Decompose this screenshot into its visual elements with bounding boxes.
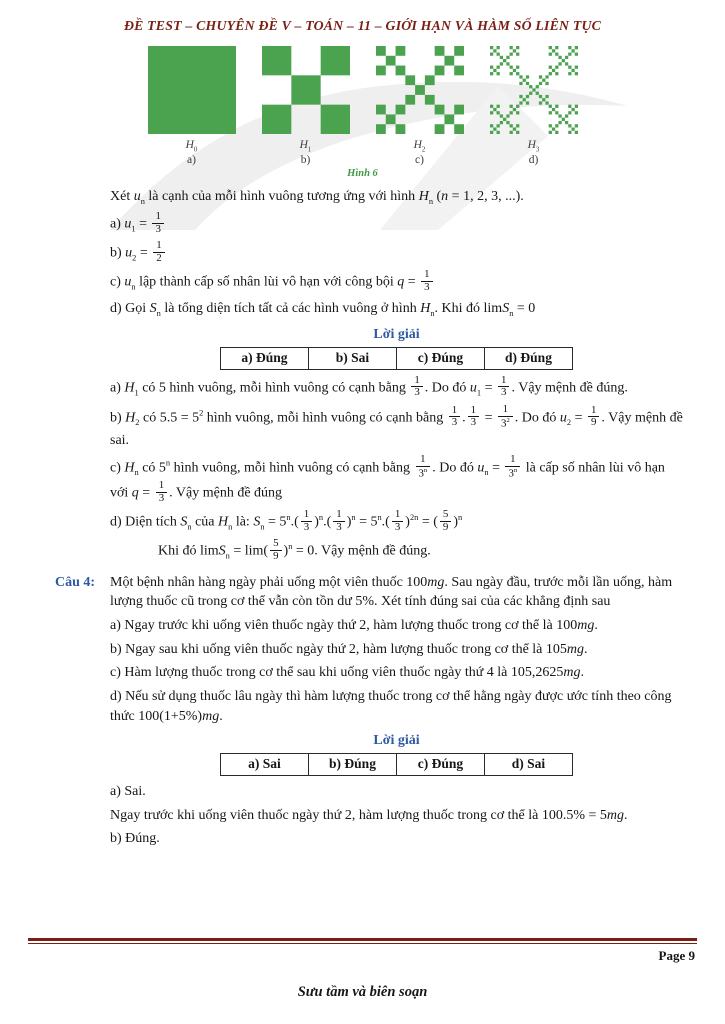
paragraph: b) Đúng. <box>110 831 160 847</box>
paragraph: b) $u_2$ = $\frac{1}{2}$ <box>110 241 683 266</box>
fraction: $\frac{1}{3}$ <box>392 509 403 534</box>
figure-letter: b) <box>300 154 311 167</box>
figure-label: $H_3$ <box>527 139 540 154</box>
figure-item <box>260 46 352 166</box>
figure-label: $H_2$ <box>413 139 426 154</box>
paragraph: c) Hàm lượng thuốc trong cơ thể sau khi uống viên thuốc ngày thứ 4 là 105,2625mg. <box>110 665 585 681</box>
answer-cell: a) Sai <box>221 754 309 776</box>
paragraph: d) Gọi $S_n$ là tổng diện tích tất cả các hình vuông ở hình $H_n$. Khi đó limS$_n$ = 0 <box>110 301 536 319</box>
paragraph: a) $H_1$ có 5 hình vuông, mỗi hình vuông có cạnh bằng $\frac{1}{3}$ . Do đó $u_1$ = $\frac{1}{3}$ . Vậy mệnh đề đúng. <box>110 373 628 399</box>
answer-cell: b) Đúng <box>309 754 397 776</box>
fraction: $\frac{1}{3}$ <box>411 375 422 400</box>
fraction: $\frac{1}{3}$ <box>301 509 312 534</box>
fraction: $\frac{1}{3}$ <box>333 509 344 534</box>
figure-label: $H_1$ <box>299 139 312 154</box>
fraction: $\frac{1}{3^n}$ <box>505 454 520 480</box>
fraction: $\frac{1}{3}$ <box>498 375 509 400</box>
fraction: $\frac{5}{9}$ <box>270 538 281 563</box>
fractal-square-h0 <box>148 46 236 134</box>
fraction: $\frac{1}{3}$ <box>421 269 432 294</box>
paragraph: a) Sai. <box>110 783 146 799</box>
solution-heading: Lời giải <box>373 326 420 342</box>
paragraph: d) Nếu sử dụng thuốc lâu ngày thì hàm lượng thuốc trong cơ thể hằng ngày được ước tính theo công thức 100(1+5%)mg. <box>110 689 672 724</box>
figure-item <box>146 46 238 166</box>
figure <box>0 46 725 179</box>
answer-cell: d) Đúng <box>485 348 573 370</box>
question-number: Câu 4: <box>55 574 96 590</box>
fractal-square-h2 <box>376 46 464 134</box>
figure-letter: a) <box>187 154 196 167</box>
fractal-square-h1 <box>262 46 350 134</box>
paragraph: b) Ngay sau khi uống viên thuốc ngày thứ 2, hàm lượng thuốc trong cơ thể là 105mg. <box>110 641 588 657</box>
figure-caption: Hình 6 <box>347 168 378 180</box>
paragraph: a) $u_1$ = $\frac{1}{3}$ <box>110 212 683 237</box>
paragraph: Khi đó limS$_n$ = lim( $\frac{5}{9}$ )$^n$ = 0. Vậy mệnh đề đúng. <box>158 537 431 562</box>
page-number: Page 9 <box>658 948 695 963</box>
fraction: $\frac{1}{2}$ <box>153 240 164 265</box>
figure-row <box>0 46 725 166</box>
answer-table <box>220 753 573 776</box>
page-header: ĐỀ TEST – CHUYÊN ĐỀ V – TOÁN – 11 – GIỚI HẠN VÀ HÀM SỐ LIÊN TỤC <box>123 18 602 33</box>
question-body: Một bệnh nhân hàng ngày phải uống một viên thuốc 100mg. Sau ngày đầu, trước mỗi lần uống, hàm lượng thuốc cũ trong cơ thể vẫn còn tồn dư 5%. Xét tính đúng sai của các khẳng định sau <box>110 574 673 609</box>
answer-row <box>221 754 573 776</box>
fraction: $\frac{1}{3^n}$ <box>416 454 431 480</box>
answer-cell: c) Đúng <box>397 348 485 370</box>
figure-item <box>488 46 580 166</box>
fraction: $\frac{1}{3}$ <box>468 405 479 430</box>
answer-row <box>221 348 573 370</box>
answer-cell: d) Sai <box>485 754 573 776</box>
answer-table <box>220 347 573 370</box>
paragraph: b) $H_2$ có $5.5 = 5^2$ hình vuông, mỗi hình vuông có cạnh bằng $\frac{1}{3}$ . $\frac{1}{3}$ = $\frac{1}{3^2}$ . Do đó $u_2$ = $\frac{1}{9}$ . Vậy mệnh đề sai. <box>110 402 683 448</box>
footer-rule <box>28 938 697 944</box>
paragraph: Xét $u_n$ là cạnh của mỗi hình vuông tương ứng với hình $H_n$ (n = 1, 2, 3, ...). <box>110 189 524 207</box>
paragraph: d) Diện tích $S_n$ của $H_n$ là: $S_n = 5^n$.( $\frac{1}{3}$ )$^n$.( $\frac{1}{3}$ )$^n = 5^n$.( $\frac{1}{3}$ )$^{2n}$ = ( $\frac{5}{9}$ )$^n$ <box>110 508 463 533</box>
answer-cell: b) Sai <box>309 348 397 370</box>
fractal-square-h3 <box>490 46 578 134</box>
answer-cell: c) Đúng <box>397 754 485 776</box>
fraction: $\frac{5}{9}$ <box>440 509 451 534</box>
paragraph: c) $u_n$ lập thành cấp số nhân lùi vô hạn với công bội q = $\frac{1}{3}$ <box>110 270 683 295</box>
question <box>55 573 683 612</box>
document-content <box>55 187 683 848</box>
paragraph: a) Ngay trước khi uống viên thuốc ngày thứ 2, hàm lượng thuốc trong cơ thể là 100mg. <box>110 617 598 633</box>
paragraph: c) $H_n$ có 5$^n$ hình vuông, mỗi hình vuông có cạnh bằng $\frac{1}{3^n}$ . Do đó $u_n$ = $\frac{1}{3^n}$ là cấp số nhân lùi vô hạn với q = $\frac{1}{3}$ . Vậy mệnh đề đúng <box>110 452 665 504</box>
answer-cell: a) Đúng <box>221 348 309 370</box>
figure-letter: d) <box>528 154 539 167</box>
fraction: $\frac{1}{9}$ <box>588 405 599 430</box>
solution-heading: Lời giải <box>373 732 420 748</box>
footer-credit: Sưu tầm và biên soạn <box>297 984 428 1000</box>
fraction: $\frac{1}{3}$ <box>449 405 460 430</box>
fraction: $\frac{1}{3^2}$ <box>498 404 513 430</box>
figure-letter: c) <box>415 154 424 167</box>
figure-item <box>374 46 466 166</box>
fraction: $\frac{1}{3}$ <box>156 480 167 505</box>
paragraph: Ngay trước khi uống viên thuốc ngày thứ 2, hàm lượng thuốc trong cơ thể là 100.5% = 5mg. <box>110 807 628 823</box>
fraction: $\frac{1}{3}$ <box>152 211 163 236</box>
figure-label: $H_0$ <box>185 139 198 154</box>
